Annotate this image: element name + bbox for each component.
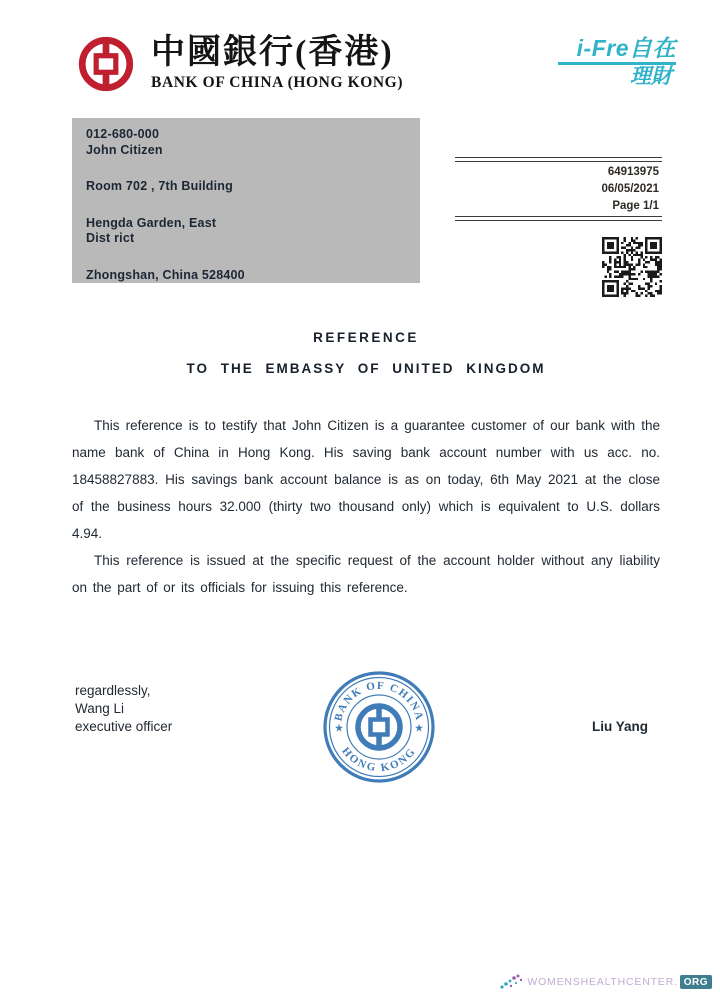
- recipient-address-line1: Room 702 , 7th Building: [86, 179, 233, 193]
- recipient-account-number: 012-680-000: [86, 127, 160, 141]
- body-paragraph-1: This reference is to testify that John Citizen is a guarantee customer of our bank with the name bank of China in Hong Kong. His saving bank account number with us acc. no. 18458827883. His savings bank account balance is as on today, 6th May 2021 at the close of the business hours 32.000 (thirty two thousand only) which is equivalent to U.S. dollars 4.94.: [72, 418, 660, 541]
- recipient-address-line2: Hengda Garden, East: [86, 215, 217, 230]
- ifree-wealth-logo: [558, 36, 676, 89]
- qr-code: [602, 237, 662, 297]
- site-watermark: [499, 971, 712, 993]
- watermark-tld-badge: ORG: [680, 975, 712, 989]
- stamp-bottom-text: HONG KONG: [339, 745, 419, 775]
- ifree-logo-line1: i-Fre自在: [558, 36, 676, 65]
- page-indicator: Page 1/1: [612, 200, 659, 212]
- recipient-address-box: [72, 118, 420, 283]
- letter-body: [72, 412, 660, 601]
- bank-name-english: BANK OF CHINA (HONG KONG): [151, 74, 404, 91]
- bank-logo: [75, 33, 403, 95]
- document-title: REFERENCE: [313, 330, 419, 345]
- bank-stamp: [321, 669, 437, 785]
- divider-bottom: [455, 216, 662, 221]
- ifree-logo-line2: 理財: [630, 65, 672, 88]
- recipient-address-line4: Zhongshan, China 528400: [86, 267, 245, 282]
- second-signatory-name: Liu Yang: [591, 719, 648, 734]
- signature-closing: regardlessly,: [75, 683, 151, 698]
- watermark-dots-icon: [499, 971, 525, 993]
- document-info-block: [455, 157, 662, 221]
- signature-block: [75, 682, 172, 736]
- signatory-title: executive officer: [75, 719, 173, 734]
- reference-number: 64913975: [607, 166, 659, 178]
- stamp-top-text: BANK OF CHINA: [332, 679, 426, 723]
- document-subtitle: TO THE EMBASSY OF UNITED KINGDOM: [186, 361, 546, 376]
- bank-name-chinese: 中國銀行(香港): [151, 34, 394, 71]
- signatory-name: Wang Li: [75, 701, 125, 716]
- bank-of-china-emblem-icon: [75, 33, 137, 95]
- stamp-star-left-icon: ★: [334, 723, 344, 733]
- recipient-address-line3: Dist rict: [86, 231, 135, 245]
- document-date: 06/05/2021: [601, 183, 659, 195]
- watermark-site-text: WOMENSHEALTHCENTER.: [527, 976, 678, 988]
- body-paragraph-2: This reference is issued at the specific request of the account holder without any liability on the part of or its officials for issuing this reference.: [72, 553, 660, 595]
- bank-logo-text: [151, 33, 403, 93]
- stamp-emblem-icon: [358, 706, 400, 748]
- recipient-name: John Citizen: [86, 142, 163, 157]
- stamp-star-right-icon: ★: [414, 723, 424, 733]
